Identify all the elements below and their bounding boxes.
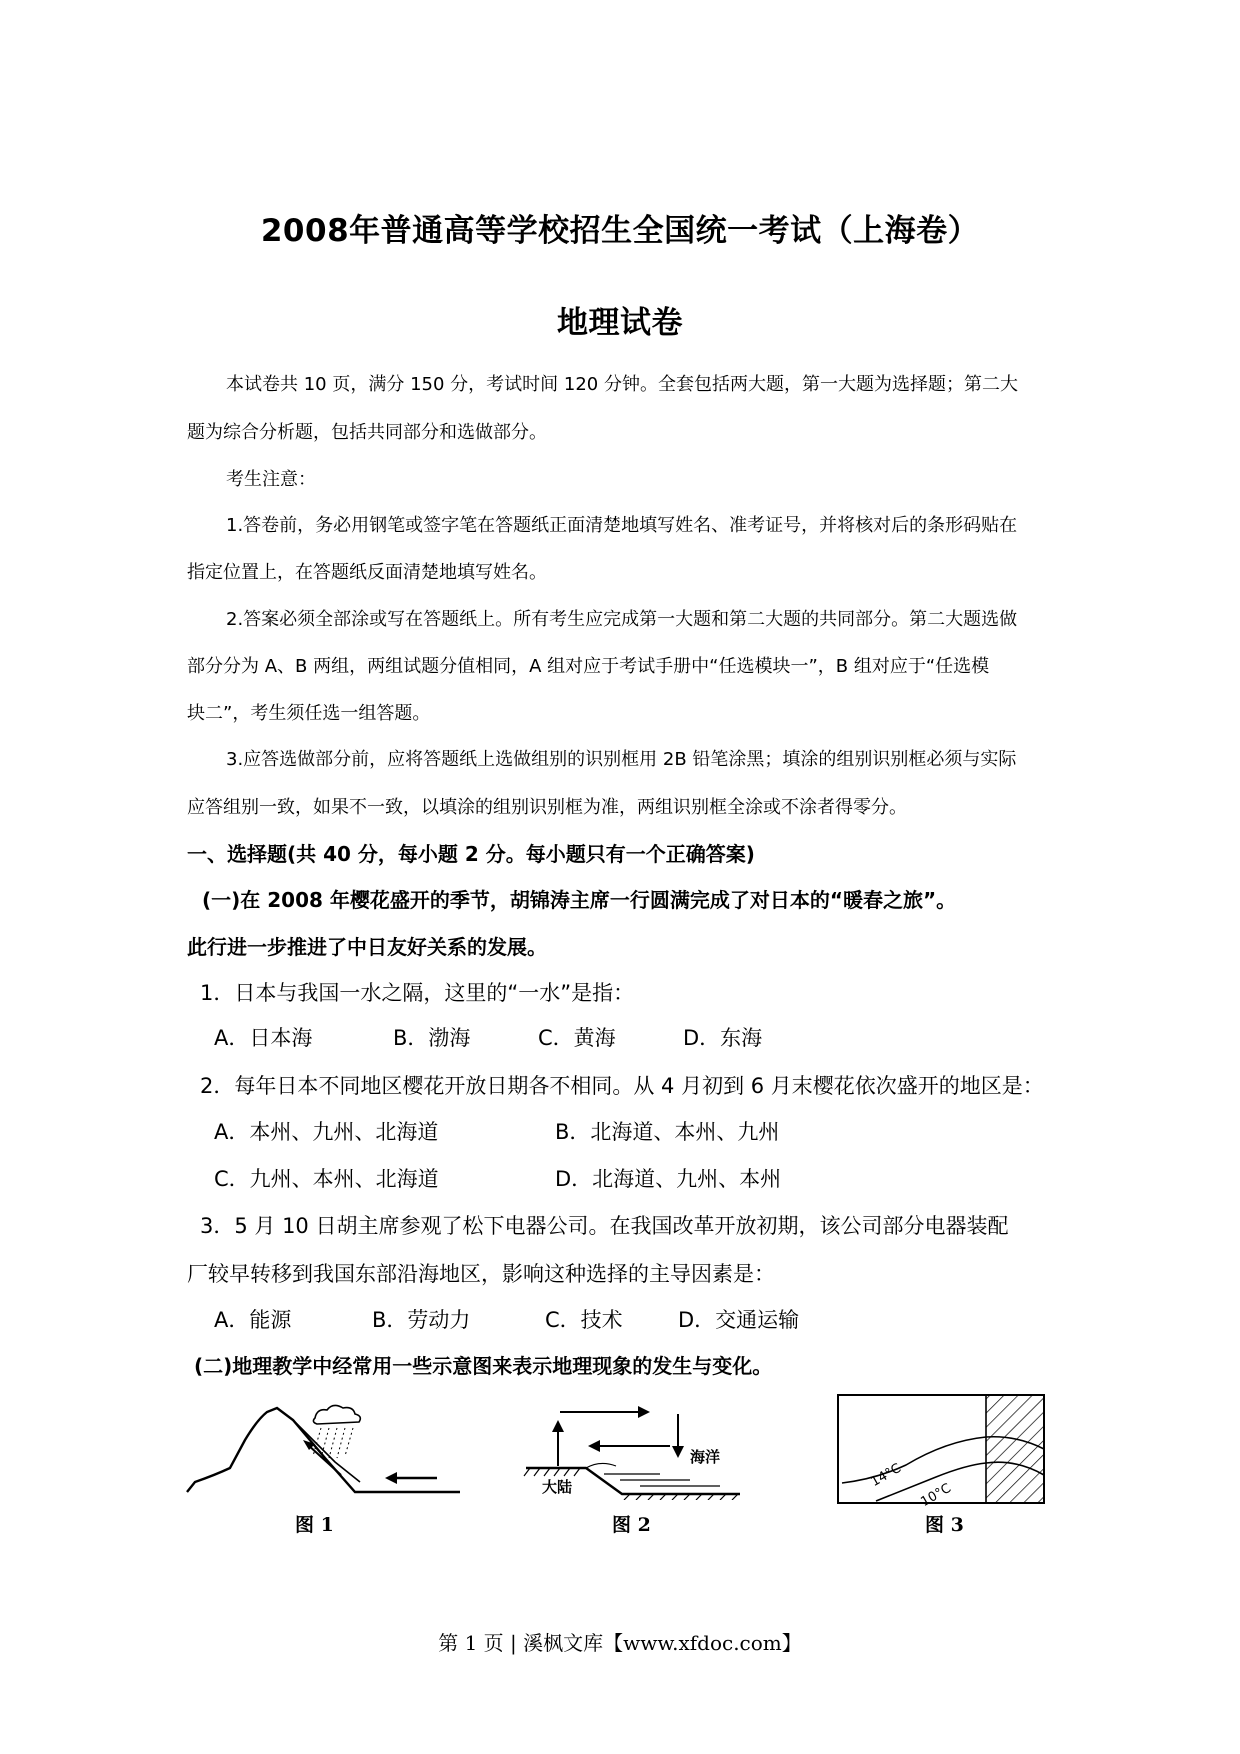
q2-option-b: B．北海道、本州、九州: [555, 1120, 780, 1144]
page-footer: 第 1 页 | 溪枫文库【www.xfdoc.com】: [438, 1631, 802, 1655]
figure-1-orographic-rain: [185, 1400, 465, 1495]
page-subtitle: 地理试卷: [557, 305, 683, 341]
intro-line: 题为综合分析题，包括共同部分和选做部分。: [187, 422, 547, 443]
q3-option-a: A．能源: [214, 1308, 292, 1332]
figure-3-caption: 图 3: [925, 1514, 964, 1536]
figure-1-caption: 图 1: [295, 1514, 334, 1536]
figure-3-isotherm-10: 10°C: [918, 1480, 954, 1511]
section-heading: 一、选择题(共 40 分，每小题 2 分。每小题只有一个正确答案): [187, 842, 755, 866]
q2-option-d: D．北海道、九州、本州: [555, 1167, 782, 1191]
q3-option-c: C．技术: [545, 1308, 623, 1332]
q2-option-a: A．本州、九州、北海道: [214, 1120, 439, 1144]
part1-intro: (一)在 2008 年樱花盛开的季节，胡锦涛主席一行圆满完成了对日本的“暖春之旅”。: [202, 888, 957, 912]
notice-heading: 考生注意：: [226, 469, 316, 490]
q1-option-d: D．东海: [683, 1026, 763, 1050]
intro-line: 本试卷共 10 页，满分 150 分，考试时间 120 分钟。全套包括两大题，第一大题为选择题；第二大: [226, 374, 1018, 395]
figure-2-caption: 图 2: [612, 1514, 651, 1536]
q3-option-b: B．劳动力: [372, 1308, 471, 1332]
question-3: 厂较早转移到我国东部沿海地区，影响这种选择的主导因素是：: [187, 1262, 775, 1286]
figure-2-land-label: 大陆: [542, 1478, 573, 1496]
notice-3: 3.应答选做部分前，应将答题纸上选做组别的识别框用 2B 铅笔涂黑；填涂的组别识别框必须与实际: [226, 749, 1017, 770]
q1-option-c: C．黄海: [538, 1026, 616, 1050]
notice-1: 1.答卷前，务必用钢笔或签字笔在答题纸正面清楚地填写姓名、准考证号，并将核对后的条形码贴在: [226, 515, 1018, 536]
q2-option-c: C．九州、本州、北海道: [214, 1167, 439, 1191]
question-1: 1．日本与我国一水之隔，这里的“一水”是指：: [200, 981, 635, 1005]
figure-3-isotherm-14: 14°C: [868, 1460, 904, 1491]
page-title: 2008年普通高等学校招生全国统一考试（上海卷）: [260, 213, 980, 249]
q1-option-a: A．日本海: [214, 1026, 313, 1050]
q1-option-b: B．渤海: [393, 1026, 471, 1050]
notice-2: 部分分为 A、B 两组，两组试题分值相同，A 组对应于考试手册中“任选模块一”，B 组对应于“任选模: [187, 656, 990, 677]
q3-option-d: D．交通运输: [678, 1308, 800, 1332]
part1-intro: 此行进一步推进了中日友好关系的发展。: [187, 935, 547, 959]
question-2: 2．每年日本不同地区樱花开放日期各不相同。从 4 月初到 6 月末樱花依次盛开的地区是：: [200, 1074, 1044, 1098]
question-3: 3．5 月 10 日胡主席参观了松下电器公司。在我国改革开放初期，该公司部分电器装配: [200, 1214, 1009, 1238]
notice-1: 指定位置上，在答题纸反面清楚地填写姓名。: [187, 562, 547, 583]
part2-intro: (二)地理教学中经常用一些示意图来表示地理现象的发生与变化。: [194, 1354, 773, 1378]
figure-2-ocean-label: 海洋: [690, 1448, 721, 1466]
notice-2: 块二”，考生须任选一组答题。: [187, 703, 431, 724]
notice-3: 应答组别一致，如果不一致，以填涂的组别识别框为准，两组识别框全涂或不涂者得零分。: [187, 797, 907, 818]
notice-2: 2.答案必须全部涂或写在答题纸上。所有考生应完成第一大题和第二大题的共同部分。第二大题选做: [226, 609, 1018, 630]
